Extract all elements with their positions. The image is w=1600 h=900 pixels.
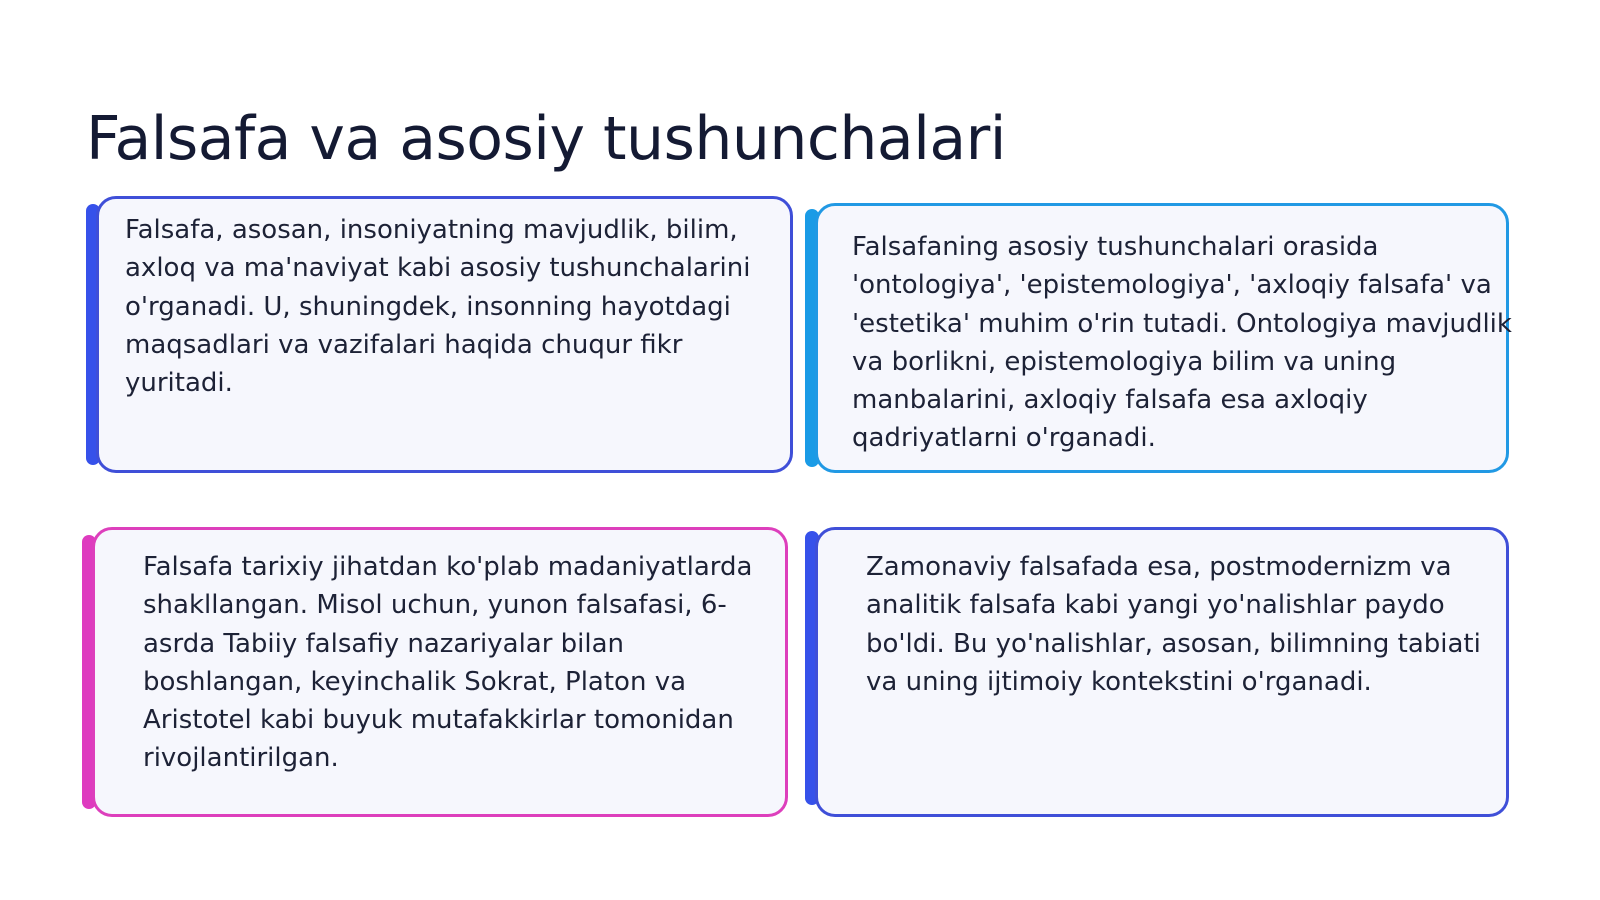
text-card-history <box>82 527 788 817</box>
card-frame <box>815 527 1509 817</box>
card-text: Falsafa tarixiy jihatdan ko'plab madaniyatlarda shakllangan. Misol uchun, yunon falsafasi, 6-asrda Tabiiy falsafiy nazariyalar bilan boshlangan, keyinchalik Sokrat, Platon va Aristotel kabi buyuk mutafakkirlar tomonidan rivojlantirilgan. <box>143 552 753 774</box>
text-card-core-concepts <box>805 203 1512 473</box>
text-card-modern-philosophy <box>805 527 1509 817</box>
text-card-definition <box>86 196 793 473</box>
card-text: Falsafaning asosiy tushunchalari orasida 'ontologiya', 'epistemologiya', 'axloqiy falsafa' va 'estetika' muhim o'rin tutadi. Ontologiya mavjudlik va borlikni, epistemologiya bilim va uning manbalarini, axloqiy falsafa esa axloqiy qadriyatlarni o'rganadi. <box>852 232 1512 454</box>
card-frame <box>92 527 788 817</box>
card-text: Zamonaviy falsafada esa, postmodernizm va analitik falsafa kabi yangi yo'nalishlar paydo bo'ldi. Bu yo'nalishlar, asosan, bilimning tabiati va uning ijtimoiy kontekstini o'rganadi. <box>866 552 1481 697</box>
slide-title: Falsafa va asosiy tushunchalari <box>86 104 1006 174</box>
card-frame <box>815 203 1512 473</box>
card-text: Falsafa, asosan, insoniyatning mavjudlik, bilim, axloq va ma'naviyat kabi asosiy tushunchalarini o'rganadi. U, shuningdek, insonning hayotdagi maqsadlari va vazifalari haqida chuqur fikr yuritadi. <box>125 215 751 399</box>
card-frame <box>96 196 793 473</box>
